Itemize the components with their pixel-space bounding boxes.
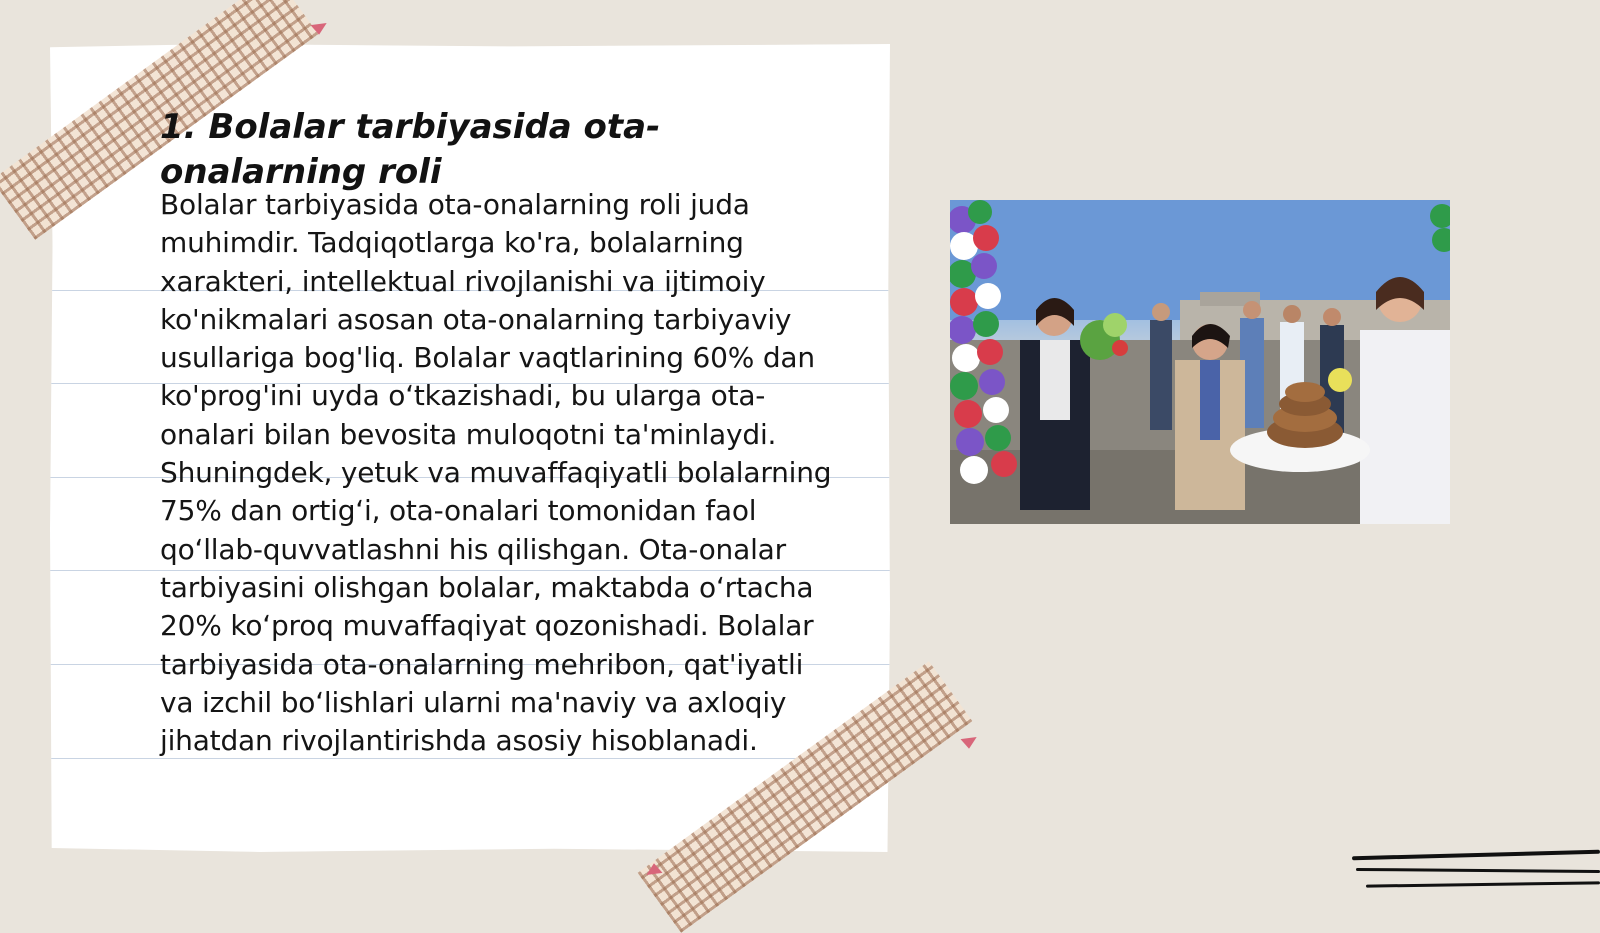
tape-tab-bottom-right [960,734,979,751]
slide-body-text: Bolalar tarbiyasida ota-onalarning roli juda muhimdir. Tadqiqotlarga ko'ra, bolalarning xarakteri, intellektual rivojlanishi va ijtimoiy ko'nikmalari asosan ota-onalarning tarbiyaviy usullariga bog'liq. Bolalar vaqtlarining 60% dan ko'prog'ini uyda oʻtkazishadi, bu ularga ota-onalari bilan bevosita muloqotni ta'minlaydi. Shuningdek, yetuk va muvaffaqiyatli bolalarning 75% dan ortigʻi, ota-onalari tomonidan faol qoʻllab-quvvatlashni his qilishgan. Ota-onalar tarbiyasini olishgan bolalar, maktabda oʻrtacha 20% koʻproq muvaffaqiyat qozonishadi. Bolalar tarbiyasida ota-onalarning mehribon, qat'iyatli va izchil boʻlishlari ularni ma'naviy va axloqiy jihatdan rivojlantirishda asosiy hisoblanadi. [160,188,832,758]
event-photo [950,200,1450,524]
scribble-line [1356,868,1600,873]
scribble-line [1352,850,1600,860]
scribble-line [1366,881,1600,887]
photo-icon [950,200,1450,524]
slide-title: 1. Bolalar tarbiyasida ota-onalarning roli [160,107,661,192]
